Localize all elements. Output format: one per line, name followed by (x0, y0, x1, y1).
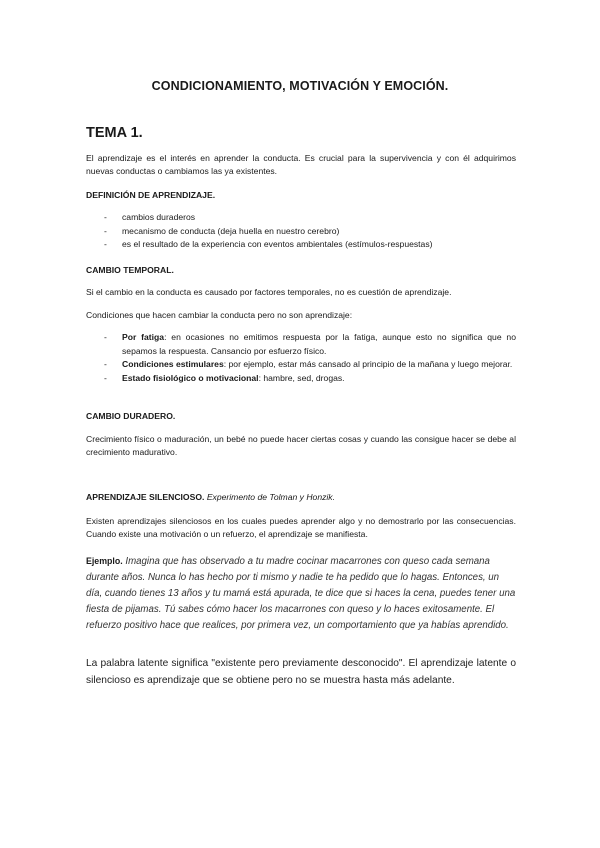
list-item (86, 358, 516, 372)
item-text: : por ejemplo, estar más cansado al principio de la mañana y luego mejorar. (223, 359, 513, 369)
example-label: Ejemplo (86, 556, 121, 566)
item-label: Por fatiga (122, 332, 165, 342)
section-heading-tema: TEMA 1. (86, 125, 143, 141)
item-text: : hambre, sed, drogas. (258, 372, 345, 383)
document-title: CONDICIONAMIENTO, MOTIVACIÓN Y EMOCIÓN. (151, 79, 449, 93)
item-text: : en ocasiones no emitimos respuesta por la fatiga, aunque esto no significa que no sepamos la respuesta. Cansancio por esfuerzo físico. (122, 332, 516, 356)
latente-paragraph: La palabra latente significa "existente pero previamente desconocido". El aprendizaje latente o silencioso es aprendizaje que se obtiene pero no se muestra hasta más adelante. (86, 658, 516, 686)
condiciones-list (86, 331, 516, 385)
item-label: Condiciones estimulares (122, 359, 224, 369)
list-item: - cambios duraderos (86, 211, 516, 225)
definicion-list (86, 211, 516, 252)
list-item (86, 331, 516, 358)
list-item: - mecanismo de conducta (deja huella en nuestro cerebro) (86, 225, 516, 239)
list-item: - es el resultado de la experiencia con eventos ambientales (estímulos-respuestas) (86, 238, 516, 252)
silencioso-title: APRENDIZAJE SILENCIOSO. (86, 492, 205, 502)
example-text: Imagina que has observado a tu madre cocinar macarrones con queso cada semana durante años. Nunca lo has hecho por ti mismo y nadie te ha pedido que lo hagas. Entonces, un día, cuando tienes 13 años y tu mamá está apurada, te dice que si haces la cena, puedes tener una fiesta de pijamas. Tú sabes cómo hacer los macarrones con queso y lo haces exitosamente. El refuerzo positivo hace que realices, por primera vez, un comportamiento que ya habías aprendido. (86, 556, 516, 631)
silencioso-subtitle: Experimento de Tolman y Honzik. (206, 492, 335, 502)
cambio-temporal-paragraph: Si el cambio en la conducta es causado por factores temporales, no es cuestión de aprendizaje. (86, 287, 452, 297)
heading-definicion: DEFINICIÓN DE APRENDIZAJE. (86, 190, 216, 200)
heading-cambio-temporal: CAMBIO TEMPORAL. (86, 265, 174, 275)
example-paragraph: Ejemplo. Imagina que has observado a tu madre cocinar macarrones con queso cada semana durante años. Nunca lo has hecho por ti mismo y nadie te ha pedido que lo hagas. Entonces, un día, cuando tienes 13 años y tu mamá está apurada, te dice que si haces la cena, puedes tener una fiesta de pijamas. Tú sabes cómo hacer los macarrones con queso y lo haces exitosamente. El refuerzo positivo hace que realices, por primera vez, un comportamiento que ya habías aprendido. (86, 556, 516, 631)
cambio-duradero-paragraph: Crecimiento físico o maduración, un bebé no puede hacer ciertas cosas y cuando las consigue hacer se debe al crecimiento madurativo. (86, 434, 516, 457)
heading-cambio-duradero: CAMBIO DURADERO. (86, 411, 176, 421)
list-item (86, 372, 516, 386)
silencioso-paragraph: Existen aprendizajes silenciosos en los cuales puedes aprender algo y no demostrarlo por las consecuencias. Cuando existe una motivación o un refuerzo, el aprendizaje se manifiesta. (86, 516, 516, 539)
condiciones-paragraph: Condiciones que hacen cambiar la conducta pero no son aprendizaje: (86, 310, 353, 320)
intro-paragraph: El aprendizaje es el interés en aprender la conducta. Es crucial para la supervivencia y con él adquirimos nuevas conductas o cambiamos las ya existentes. (86, 153, 516, 176)
heading-silencioso (86, 492, 335, 502)
item-label: Estado fisiológico o motivacional (122, 372, 259, 383)
